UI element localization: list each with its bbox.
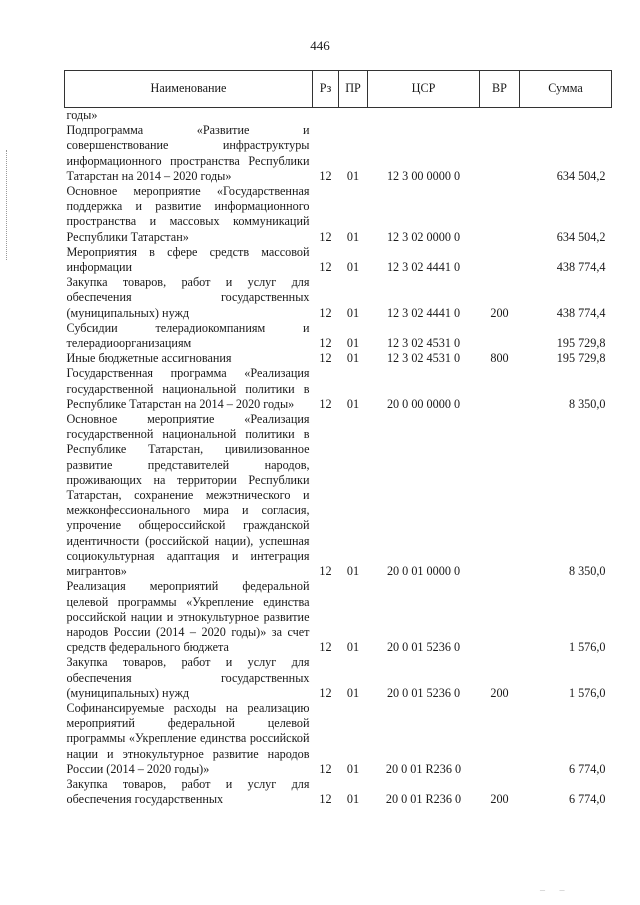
table-row — [65, 275, 612, 321]
cell-rz: 12 — [319, 761, 332, 776]
cell-sum: 8 350,0 — [568, 396, 606, 411]
cell-rz: 12 — [319, 564, 332, 579]
cell-pr: 01 — [346, 168, 360, 183]
cell-vr — [480, 245, 520, 275]
cell-vr — [480, 123, 520, 184]
cell-vr — [480, 366, 520, 412]
cell-pr — [339, 108, 368, 124]
cell-csr: 12 3 02 4441 0 — [386, 260, 461, 275]
column-header-rz: Рз — [313, 71, 339, 108]
cell-name: Основное мероприятие «Реализация государственной национальной политики в Республике Татарстан, цивилизованное развитие представителей народов, проживающих на территории Республики Татарстан, сохранение межэтнического и межконфессионального мира и согласия, упрочение общероссийской гражданской идентичности (российской нации), успешная социокультурная адаптация и интеграция мигрантов» — [66, 412, 310, 579]
table-row — [65, 184, 612, 245]
cell-csr: 20 0 01 5236 0 — [386, 640, 461, 655]
cell-rz: 12 — [319, 396, 332, 411]
budget-table — [64, 70, 612, 807]
cell-rz: 12 — [319, 260, 332, 275]
cell-rz — [313, 108, 339, 124]
table-row — [65, 108, 612, 124]
cell-csr: 12 3 02 4531 0 — [386, 336, 461, 351]
cell-vr: 200 — [490, 685, 509, 700]
cell-vr: 800 — [490, 351, 509, 366]
cell-csr: 20 0 00 0000 0 — [386, 396, 461, 411]
table-row — [65, 579, 612, 655]
cell-csr: 20 0 01 5236 0 — [386, 685, 461, 700]
table-row — [65, 777, 612, 807]
column-header-sum: Сумма — [520, 71, 612, 108]
cell-sum: 438 774,4 — [556, 260, 606, 275]
table-header-row — [65, 71, 612, 108]
cell-sum: 8 350,0 — [568, 564, 606, 579]
cell-sum: 634 504,2 — [556, 229, 606, 244]
cell-vr — [480, 579, 520, 655]
cell-sum: 6 774,0 — [568, 792, 606, 807]
cell-name: Основное мероприятие «Государственная поддержка и развитие информационного пространства и массовых коммуникаций Республики Татарстан» — [66, 184, 310, 244]
table-row — [65, 412, 612, 579]
cell-sum: 6 774,0 — [568, 761, 606, 776]
cell-rz: 12 — [319, 640, 332, 655]
cell-csr: 20 0 01 R236 0 — [385, 761, 462, 776]
scan-corner-marks: – – — [540, 885, 571, 896]
cell-pr: 01 — [346, 396, 360, 411]
cell-csr: 12 3 02 4441 0 — [386, 305, 461, 320]
column-header-pr: ПР — [339, 71, 368, 108]
cell-rz: 12 — [319, 229, 332, 244]
cell-rz: 12 — [319, 685, 332, 700]
cell-rz: 12 — [319, 336, 332, 351]
cell-csr: 12 3 02 4531 0 — [386, 351, 461, 366]
cell-pr: 01 — [346, 640, 360, 655]
cell-sum: 438 774,4 — [556, 305, 606, 320]
table-row — [65, 366, 612, 412]
table-row — [65, 701, 612, 777]
cell-sum: 1 576,0 — [568, 640, 606, 655]
cell-name: Иные бюджетные ассигнования — [66, 351, 232, 366]
table-row — [65, 123, 612, 184]
cell-pr: 01 — [346, 564, 360, 579]
table-row — [65, 351, 612, 366]
table-row — [65, 321, 612, 351]
cell-vr — [480, 184, 520, 245]
cell-sum: 634 504,2 — [556, 168, 606, 183]
cell-vr: 200 — [490, 305, 509, 320]
cell-rz: 12 — [319, 351, 332, 366]
table-row — [65, 245, 612, 275]
table-row — [65, 655, 612, 701]
column-header-csr: ЦСР — [368, 71, 480, 108]
cell-pr: 01 — [346, 792, 360, 807]
cell-name: Субсидии телерадиокомпаниям и телерадиоорганизациям — [66, 320, 310, 351]
cell-pr: 01 — [346, 685, 360, 700]
cell-pr: 01 — [346, 336, 360, 351]
cell-pr: 01 — [346, 229, 360, 244]
cell-rz: 12 — [319, 792, 332, 807]
cell-sum: 195 729,8 — [556, 336, 606, 351]
cell-pr: 01 — [346, 351, 360, 366]
cell-rz: 12 — [319, 168, 332, 183]
cell-csr: 20 0 01 0000 0 — [386, 564, 461, 579]
page-number: 446 — [310, 38, 330, 53]
table-body — [65, 108, 612, 808]
cell-vr — [480, 321, 520, 351]
cell-name: Закупка товаров, работ и услуг для обеспечения государственных — [66, 776, 310, 807]
cell-vr — [480, 412, 520, 579]
cell-name: Софинансируемые расходы на реализацию мероприятий федеральной целевой программы «Укрепление единства российской нации и этнокультурное развитие народов России (2014 – 2020 годы)» — [66, 700, 310, 776]
cell-csr: 20 0 01 R236 0 — [385, 792, 462, 807]
cell-sum: 1 576,0 — [568, 685, 606, 700]
cell-pr: 01 — [346, 761, 360, 776]
cell-pr: 01 — [346, 305, 360, 320]
cell-name: Реализация мероприятий федеральной целевой программы «Укрепление единства российской нации и этнокультурное развитие народов России (2014 – 2020 годы)» за счет средств федерального бюджета — [66, 579, 310, 655]
cell-pr: 01 — [346, 260, 360, 275]
cell-csr — [368, 108, 480, 124]
margin-dotted-line — [6, 150, 9, 260]
cell-name: годы» — [66, 108, 98, 122]
cell-rz: 12 — [319, 305, 332, 320]
cell-name: Подпрограмма «Развитие и совершенствование инфраструктуры информационного пространства Республики Татарстан на 2014 – 2020 годы» — [66, 123, 310, 183]
cell-name: Государственная программа «Реализация государственной национальной политики в Республике Татарстан на 2014 – 2020 годы» — [66, 366, 310, 411]
cell-vr — [480, 701, 520, 777]
cell-sum: 195 729,8 — [556, 351, 606, 366]
cell-vr: 200 — [490, 792, 509, 807]
cell-name: Закупка товаров, работ и услуг для обеспечения государственных (муниципальных) нужд — [66, 275, 310, 320]
cell-sum — [520, 108, 612, 124]
column-header-name: Наименование — [65, 71, 313, 108]
cell-name: Мероприятия в сфере средств массовой информации — [66, 244, 310, 275]
cell-name: Закупка товаров, работ и услуг для обеспечения государственных (муниципальных) нужд — [66, 655, 310, 700]
cell-csr: 12 3 02 0000 0 — [386, 229, 461, 244]
column-header-vr: ВР — [480, 71, 520, 108]
cell-vr — [480, 108, 520, 124]
cell-csr: 12 3 00 0000 0 — [386, 168, 461, 183]
